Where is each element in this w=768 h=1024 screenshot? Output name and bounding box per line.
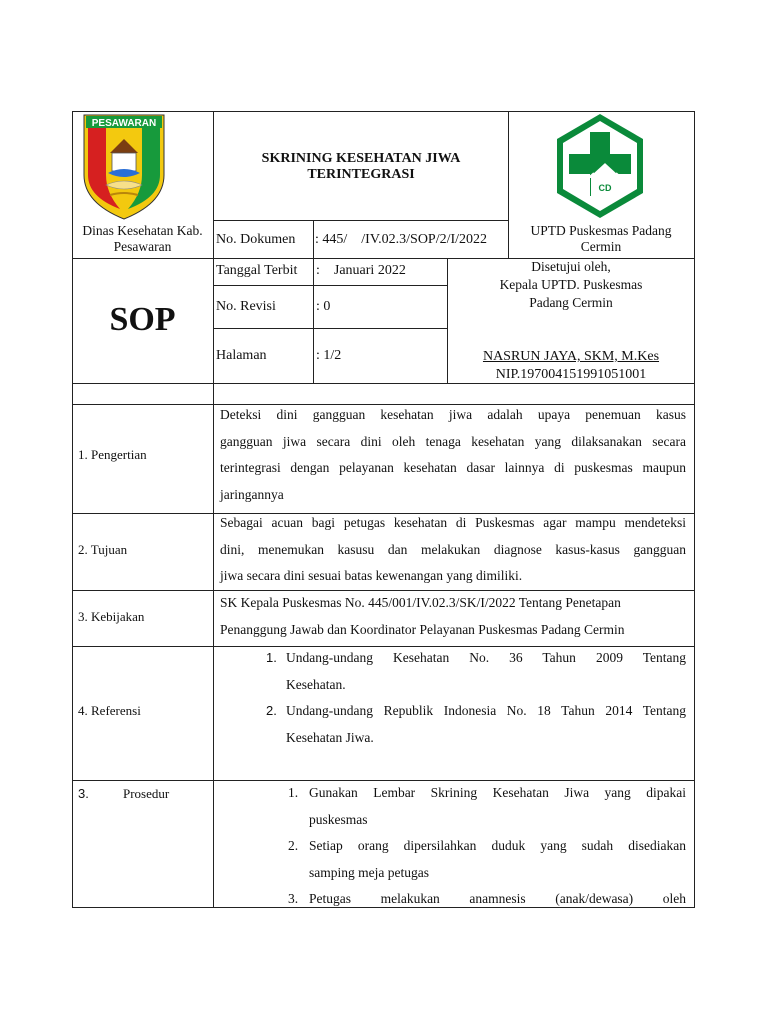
tujuan-line: jiwa secara dini sesuai batas kewenangan yang dimiliki. <box>220 568 523 583</box>
section-label-referensi: 4. Referensi <box>78 703 141 718</box>
prosedur-item-number: 3. <box>288 891 299 906</box>
prosedur-item-line: Petugas melakukan anamnesis (anak/dewasa) oleh <box>309 891 686 906</box>
document-title <box>214 151 508 183</box>
section-content-referensi <box>266 645 686 751</box>
tanggal-terbit-value: : Januari 2022 <box>316 263 406 278</box>
prosedur-item-line: Setiap orang dipersilahkan duduk yang sudah disediakan <box>309 838 686 853</box>
halaman-label: Halaman <box>216 348 267 363</box>
column-divider-no-dokumen <box>313 220 314 383</box>
no-dokumen-value: : 445/ /IV.02.3/SOP/2/I/2022 <box>315 232 488 247</box>
approver-nip: NIP.197004151991051001 <box>495 367 647 382</box>
no-revisi-label: No. Revisi <box>216 299 276 314</box>
pesawaran-logo <box>80 113 168 221</box>
approval-line3: Padang Cermin <box>529 295 613 310</box>
puskesmas-logo <box>553 112 647 220</box>
prosedur-item <box>288 780 686 833</box>
pengertian-line: gangguan jiwa secara dini oleh tenaga kesehatan yang dilaksanakan secara <box>220 433 686 449</box>
referensi-item-line: Kesehatan Jiwa. <box>286 729 374 745</box>
puskesmas-logo-text: CD <box>598 183 612 193</box>
section-label-prosedur: Prosedur <box>123 786 170 801</box>
kebijakan-line: SK Kepala Puskesmas No. 445/001/IV.02.3/SK/I/2022 Tentang Penetapan <box>220 595 621 610</box>
prosedur-item-line: puskesmas <box>309 811 368 827</box>
referensi-item-line: Undang-undang Kesehatan No. 36 Tahun 2009 Tentang <box>286 650 686 665</box>
row-divider-revisi <box>213 328 447 329</box>
referensi-item <box>266 698 686 751</box>
row-divider-no-dokumen <box>213 220 508 221</box>
row-divider-tanggal <box>213 285 447 286</box>
document-title-line2: TERINTEGRASI <box>307 167 415 182</box>
column-divider-right-logo <box>508 111 509 258</box>
tujuan-line: Sebagai acuan bagi petugas kesehatan di Puskesmas agar mampu mendeteksi <box>220 515 686 530</box>
referensi-item-line: Undang-undang Republik Indonesia No. 18 Tahun 2014 Tentang <box>286 703 686 718</box>
referensi-item-number: 1. <box>266 650 277 665</box>
tanggal-terbit-label: Tanggal Terbit <box>216 263 298 278</box>
section-number-prosedur: 3. <box>78 786 89 801</box>
referensi-item <box>266 645 686 698</box>
referensi-item-number: 2. <box>266 703 277 718</box>
section-content-pengertian <box>220 402 686 508</box>
pesawaran-logo-text: PESAWARAN <box>91 118 157 129</box>
halaman-value: : 1/2 <box>316 348 342 363</box>
prosedur-item <box>288 886 686 913</box>
approver-name: NASRUN JAYA, SKM, M.Kes <box>482 349 660 364</box>
section-label-tujuan: 2. Tujuan <box>78 542 128 557</box>
pengertian-line: terintegrasi dengan pelayanan kesehatan dasar lainnya di puskesmas maupun <box>220 460 686 475</box>
tujuan-line: dini, menemukan kasusu dan melakukan diagnose kasus-kasus gangguan <box>220 541 686 557</box>
column-divider-main <box>213 111 214 908</box>
no-dokumen-label: No. Dokumen <box>216 232 296 247</box>
document-title-line1: SKRINING KESEHATAN JIWA <box>261 151 461 166</box>
prosedur-item-line: Gunakan Lembar Skrining Kesehatan Jiwa yang dipakai <box>309 785 686 800</box>
pengertian-line: Deteksi dini gangguan kesehatan jiwa adalah upaya penemuan kasus <box>220 407 686 422</box>
no-revisi-value: : 0 <box>316 299 331 314</box>
sop-label: SOP <box>109 301 176 338</box>
prosedur-item-number: 2. <box>288 838 299 853</box>
section-label-pengertian: 1. Pengertian <box>78 447 147 462</box>
org-right-name: UPTD Puskesmas Padang Cermin <box>530 223 672 254</box>
section-content-tujuan <box>220 510 686 590</box>
org-left-name: Dinas Kesehatan Kab. Pesawaran <box>82 223 203 254</box>
approval-line1: Disetujui oleh, <box>531 259 611 274</box>
referensi-item-line: Kesehatan. <box>286 676 346 692</box>
section-label-kebijakan: 3. Kebijakan <box>78 609 145 624</box>
section-content-kebijakan <box>220 590 686 643</box>
pengertian-line: jaringannya <box>220 486 284 502</box>
section-content-prosedur <box>288 780 686 913</box>
kebijakan-line: Penanggung Jawab dan Koordinator Pelayanan Puskesmas Padang Cermin <box>220 621 625 637</box>
approval-line2: Kepala UPTD. Puskesmas <box>499 277 643 292</box>
prosedur-item-line: samping meja petugas <box>309 864 429 880</box>
row-divider-info-end <box>72 383 694 384</box>
prosedur-item <box>288 833 686 886</box>
table-border-right <box>694 111 695 908</box>
prosedur-item-number: 1. <box>288 785 299 800</box>
